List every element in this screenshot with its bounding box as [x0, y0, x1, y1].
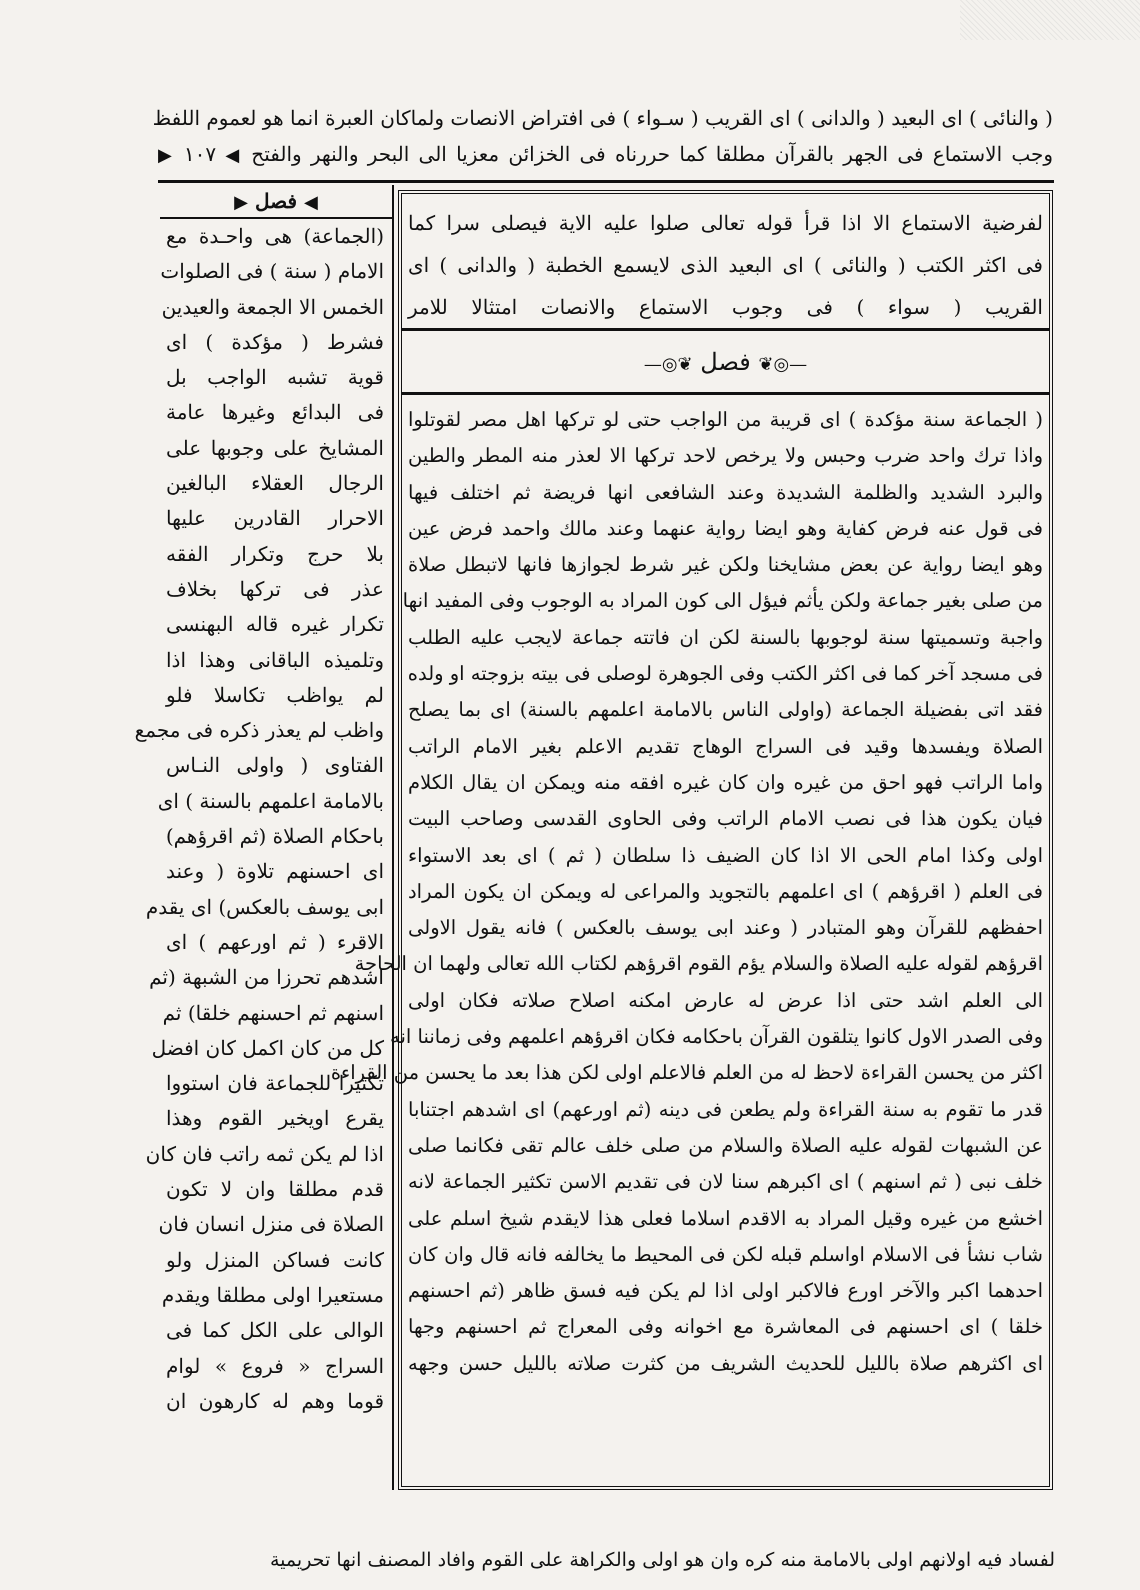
text-line: اقرؤهم لقوله عليه الصلاة والسلام يؤم القوم اقرؤهم لكتاب الله تعالى ولهما ان الحاجة: [354, 952, 1043, 976]
text-line: باحكام الصلاة (ثم اقرؤهم): [165, 824, 384, 849]
header-text: وجب الاستماع فى الجهر بالقرآن مطلقا كما حررناه فى الخزائن معزيا الى البحر والنهر والفتح: [251, 142, 1053, 166]
text-line: عن الشبهات لقوله عليه الصلاة والسلام من صلى خلف عالم تقى فكانما صلى: [408, 1133, 1043, 1157]
footer-line: لفساد فيه اولانهم اولى بالامامة منه كره وان هو اولى والكراهة على القوم وافاد المصنف انها تحريمية: [270, 1549, 1055, 1571]
text-line: بالامامة اعلمهم بالسنة ) اى: [157, 788, 384, 813]
section-heading-text: فصل: [700, 348, 751, 376]
ornament-icon: ❦◎—: [643, 354, 693, 375]
ornament-icon: ◀: [304, 192, 318, 213]
section-rule-top: [402, 328, 1049, 331]
text-line: اخشع من غيره وقيل المراد به الاقدم اسلاما فعلى هذا لايقدم شيخ اسلم على: [408, 1206, 1043, 1230]
text-line: الى العلم اشد حتى اذا عرض له عارض امكنه اصلاح صلاته فكان اولى: [408, 988, 1043, 1012]
text-line: اذا لم يكن ثمه راتب فان كان: [145, 1141, 384, 1166]
page-number-ornament-right: ▶: [158, 145, 175, 166]
text-line: والبرد الشديد والظلمة الشديدة وعند الشافعى انها فريضة ثم اختلف فيها: [408, 480, 1043, 504]
text-line: كانت فساكن المنزل ولو: [166, 1247, 384, 1272]
text-line: فشرط ( مؤكدة ) اى: [166, 329, 384, 354]
matn-frame: [330, 190, 1053, 1490]
text-line: الوالى على الكل كما فى: [166, 1318, 384, 1343]
text-line: شاب نشأ فى الاسلام اواسلم قبله لكن فى المحيط ما يخالفه فانه قال وان كان: [408, 1242, 1043, 1266]
text-line: فى العلم ( اقرؤهم ) اى اعلمهم بالتجويد والمراعى له ويمكن ان يكون المراد: [408, 879, 1043, 903]
text-line: الاحرار القادرين عليها: [166, 506, 384, 531]
text-line: الصلاة فى منزل انسان فان: [158, 1212, 384, 1237]
text-line: اشدهم تحرزا من الشبهة (ثم: [149, 965, 384, 990]
text-line: السراج « فروع » لوام: [166, 1353, 384, 1378]
text-line: قوية تشبه الواجب بل: [166, 365, 384, 390]
text-line: القريب ( سواء ) فى وجوب الاستماع والانصات امتثالا للامر: [408, 295, 1043, 319]
text-line: اسنهم ثم احسنهم خلقا) ثم: [162, 1000, 384, 1025]
text-line: تكرار غيره قاله البهنسى: [166, 612, 384, 637]
page-header: [152, 100, 1053, 172]
text-line: وفى الصدر الاول كانوا يتلقون القرآن باحكامه فكان اقرؤهم اعلمهم وفى زماننا انه: [390, 1025, 1043, 1049]
section-heading-left: [160, 185, 392, 219]
text-line: لفرضية الاستماع الا اذا قرأ قوله تعالى صلوا عليه الاية فيصلى سرا كما: [408, 211, 1043, 235]
text-line: عذر فى تركها بخلاف: [166, 576, 384, 601]
text-line: واذا ترك واحد ضرب وحبس ولا يرخص لاحد تركها الا لعذر منه المطر والطين: [408, 444, 1043, 468]
text-line: فى اكثر الكتب ( والنائى ) اى البعيد الذى لايسمع الخطبة ( والدانى ) اى: [408, 253, 1043, 277]
text-line: ابى يوسف بالعكس) اى يقدم: [145, 894, 384, 919]
text-line: فى البدائع وغيرها عامة: [166, 400, 384, 425]
text-line: خلقا ) اى احسنهم فى المعاشرة مع اخوانه وفى المعراج ثم احسنهم وجها: [408, 1315, 1043, 1339]
text-line: مستعيرا اولى مطلقا ويقدم: [161, 1282, 384, 1307]
text-line: واظب لم يعذر ذكره فى مجمع: [134, 718, 384, 743]
text-line: احدهما اكبر والآخر اورع فالاكبر اولى اذا لم يكن فيه فسق ظاهر (ثم احسنهم: [408, 1279, 1043, 1303]
matn-main-text: [330, 402, 1043, 1382]
section-heading-main: [402, 334, 1049, 390]
sharh-text: [134, 219, 392, 1419]
text-line: الخمس الا الجمعة والعيدين: [161, 294, 384, 319]
text-line: كل من كان اكمل كان افضل: [151, 1035, 384, 1060]
matn-top-text: [408, 202, 1043, 328]
text-line: المشايخ على وجوبها على: [166, 435, 384, 460]
text-line: قدر ما تقوم به سنة القراءة ولم يطعن فى دينه (ثم اورعهم) اى اشدهم اجتنابا: [408, 1097, 1043, 1121]
text-line: فيان يكون هذا فى نصب الامام الراتب وفى الحاوى القدسى وصاحب البيت: [408, 807, 1043, 831]
text-line: اى اكثرهم صلاة بالليل للحديث الشريف من كثرت صلاته بالليل حسن وجهه: [408, 1351, 1043, 1375]
text-line: يقرع اويخير القوم وهذا: [166, 1106, 384, 1131]
text-line: فقد اتى بفضيلة الجماعة (واولى الناس بالامامة اعلمهم بالسنة) اى بما يصلح: [408, 698, 1043, 722]
section-heading-text: فصل: [254, 189, 298, 213]
header-line: ( والنائى ) اى البعيد ( والدانى ) اى القريب ( سـواء ) فى افتراض الانصات ولماكان العبرة انما هو لعموم اللفظ: [152, 106, 1053, 130]
text-line: وتلميذه الباقانى وهذا اذا: [166, 647, 384, 672]
header-line: [158, 136, 1053, 172]
text-line: احفظهم للقرآن وهو المتبادر ( وعند ابى يوسف بالعكس ) فانه يقول الاولى: [408, 916, 1043, 940]
header-rule: [158, 180, 1054, 183]
text-line: خلف نبى ( ثم اسنهم ) اى اكبرهم سنا لان فى تقديم الاسن تكثير الجماعة لانه: [408, 1170, 1043, 1194]
ornament-icon: ▶: [234, 192, 248, 213]
text-line: اكثر من يحسن القراءة لاحظ له من العلم فالاعلم اولى لكن هذا بعد ما يحسن من القراءة: [330, 1061, 1043, 1085]
text-line: من صلى بغير جماعة ولكن يأثم فيؤل الى كون المراد به الوجوب وفى المفيد انها: [402, 589, 1043, 613]
page-number-ornament-left: ◀: [225, 145, 243, 166]
text-line: اولى وكذا امام الحى الا اذا كان الضيف ذا سلطان ( ثم ) اى بعد الاستواء: [408, 843, 1043, 867]
text-line: الاقرء ( ثم اورعهم ) اى: [166, 929, 384, 954]
text-line: واجبة وتسميتها سنة لوجوبها بالسنة لكن ان فاتته جماعة لايجب عليه الطلب: [408, 625, 1043, 649]
text-line: ( الجماعة سنة مؤكدة ) اى قريبة من الواجب حتى لو تركها اهل مصر لقوتلوا: [408, 408, 1043, 431]
text-line: فى قول عنه فرض كفاية وهو ايضا رواية عنهما وعند مالك واحمد فرض عين: [408, 516, 1043, 540]
text-line: الصلاة ويفسدها وقيد فى السراج الوهاج تقديم الاعلم بغير الامام الراتب: [408, 734, 1043, 758]
section-rule-bottom: [402, 392, 1049, 395]
sharh-column: [134, 185, 394, 1490]
text-line: (الجماعة) هى واحـدة مع: [166, 224, 384, 248]
text-line: الامام ( سنة ) فى الصلوات: [160, 259, 384, 284]
ornament-icon: —◎❦: [758, 354, 808, 375]
text-line: تكثيرا للجماعة فان استووا: [166, 1071, 384, 1096]
page-number: ١٠٧: [183, 142, 217, 166]
text-line: وهو ايضا رواية عن بعض مشايخنا ولكن غير شرط لجوازها فانها لاتبطل صلاة: [408, 553, 1043, 577]
text-line: لم يواظب تكاسلا فلو: [166, 682, 384, 707]
scan-noise: [960, 0, 1140, 40]
text-line: الرجال العقلاء البالغين: [166, 471, 384, 496]
text-line: قوما وهم له كارهون ان: [166, 1388, 384, 1413]
text-line: اى احسنهم تلاوة ( وعند: [166, 859, 384, 884]
text-line: قدم مطلقا وان لا تكون: [166, 1177, 384, 1202]
text-line: بلا حرج وتكرار الفقه: [166, 541, 384, 566]
text-line: فى مسجد آخر كما فى اكثر الكتب وفى الجوهرة لوصلى فى بيته بزوجته او ولده: [407, 662, 1043, 686]
text-line: الفتاوى ( واولى النـاس: [166, 753, 384, 778]
text-line: واما الراتب فهو احق من غيره وان كان غيره افقه منه ويمكن ان يقال الكلام: [408, 770, 1043, 794]
